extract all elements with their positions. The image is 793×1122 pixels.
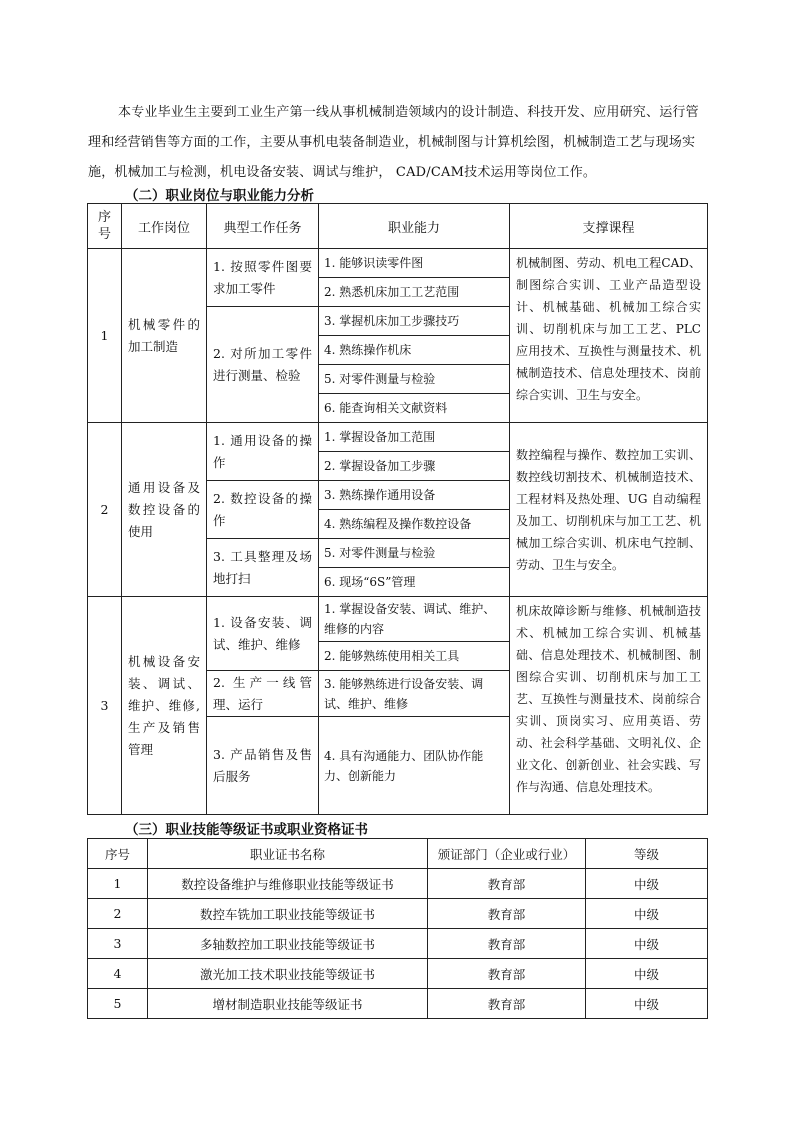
cert-no: 3 <box>88 929 148 959</box>
job-ability-table <box>87 203 708 815</box>
table-row <box>88 929 708 959</box>
ability-item: 3. 能够熟练进行设备安装、调试、维护、维修 <box>319 671 510 717</box>
cert-name: 增材制造职业技能等级证书 <box>148 989 428 1019</box>
table-header-row <box>88 839 708 869</box>
support-courses: 数控编程与操作、数控加工实训、数控线切割技术、机械制造技术、工程材料及热处理、UG 自动编程及加工、切削机床与加工工艺、机械加工综合实训、机床电气控制、劳动、卫生与安全。 <box>510 423 708 597</box>
cert-no: 4 <box>88 959 148 989</box>
ability-item: 2. 掌握设备加工步骤 <box>319 452 510 481</box>
ability-item: 2. 熟悉机床加工工艺范围 <box>319 278 510 307</box>
header-cell: 工作岗位 <box>122 204 207 249</box>
ability-item: 1. 能够识读零件图 <box>319 249 510 278</box>
typical-task: 3. 工具整理及场地打扫 <box>207 539 319 597</box>
cert-level: 中级 <box>586 989 708 1019</box>
cert-name: 数控车铣加工职业技能等级证书 <box>148 899 428 929</box>
ability-item: 1. 掌握设备加工范围 <box>319 423 510 452</box>
work-position: 机械设备安装、调试、维护、维修,生产及销售管理 <box>122 597 207 815</box>
ability-item: 3. 熟练操作通用设备 <box>319 481 510 510</box>
header-cell: 序号 <box>88 839 148 869</box>
ability-item: 3. 掌握机床加工步骤技巧 <box>319 307 510 336</box>
cert-name: 激光加工技术职业技能等级证书 <box>148 959 428 989</box>
ability-item: 5. 对零件测量与检验 <box>319 365 510 394</box>
cert-no: 5 <box>88 989 148 1019</box>
table-row <box>88 597 708 642</box>
table-row <box>88 959 708 989</box>
typical-task: 1. 通用设备的操作 <box>207 423 319 481</box>
table-row <box>88 249 708 278</box>
table-row <box>88 989 708 1019</box>
ability-item: 4. 熟练编程及操作数控设备 <box>319 510 510 539</box>
ability-item: 6. 能查询相关文献资料 <box>319 394 510 423</box>
header-cell: 等级 <box>586 839 708 869</box>
support-courses: 机械制图、劳动、机电工程CAD、制图综合实训、工业产品造型设计、机械基础、机械加工综合实训、切削机床与加工工艺、PLC 应用技术、互换性与测量技术、机械制造技术、信息处理技术、岗前综合实训、卫生与安全。 <box>510 249 708 423</box>
ability-item: 4. 熟练操作机床 <box>319 336 510 365</box>
cert-level: 中级 <box>586 929 708 959</box>
typical-task: 2. 数控设备的操作 <box>207 481 319 539</box>
ability-item: 5. 对零件测量与检验 <box>319 539 510 568</box>
header-cell: 职业能力 <box>319 204 510 249</box>
cert-issuer: 教育部 <box>428 929 586 959</box>
typical-task: 3. 产品销售及售后服务 <box>207 717 319 815</box>
typical-task: 2. 生产一线管理、运行 <box>207 671 319 717</box>
cert-level: 中级 <box>586 869 708 899</box>
header-cell: 颁证部门（企业或行业） <box>428 839 586 869</box>
row-number: 3 <box>88 597 122 815</box>
table-row <box>88 423 708 452</box>
cert-level: 中级 <box>586 899 708 929</box>
typical-task: 1. 设备安装、调试、维护、维修 <box>207 597 319 671</box>
certificate-table <box>87 838 708 1019</box>
intro-paragraph: 本专业毕业生主要到工业生产第一线从事机械制造领域内的设计制造、科技开发、应用研究、运行管理和经营销售等方面的工作，主要从事机电装备制造业，机械制图与计算机绘图，机械制造工艺与现场实施，机械加工与检测，机电设备安装、调试与维护， CAD/CAM技术运用等岗位工作。 <box>88 105 699 180</box>
cert-issuer: 教育部 <box>428 899 586 929</box>
work-position: 通用设备及数控设备的使用 <box>122 423 207 597</box>
cert-level: 中级 <box>586 959 708 989</box>
section-title-job-analysis: （二）职业岗位与职业能力分析 <box>125 188 314 204</box>
ability-item: 2. 能够熟练使用相关工具 <box>319 642 510 671</box>
table-row <box>88 899 708 929</box>
section-title-certificates: （三）职业技能等级证书或职业资格证书 <box>125 822 368 838</box>
cert-issuer: 教育部 <box>428 959 586 989</box>
ability-item: 1. 掌握设备安装、调试、维护、维修的内容 <box>319 597 510 642</box>
header-cell: 序号 <box>88 204 122 249</box>
row-number: 2 <box>88 423 122 597</box>
cert-name: 多轴数控加工职业技能等级证书 <box>148 929 428 959</box>
work-position: 机械零件的加工制造 <box>122 249 207 423</box>
row-number: 1 <box>88 249 122 423</box>
cert-no: 2 <box>88 899 148 929</box>
cert-name: 数控设备维护与维修职业技能等级证书 <box>148 869 428 899</box>
table-header-row <box>88 204 708 249</box>
typical-task: 2. 对所加工零件进行测量、检验 <box>207 307 319 423</box>
header-cell: 职业证书名称 <box>148 839 428 869</box>
support-courses: 机床故障诊断与维修、机械制造技术、机械加工综合实训、机械基础、信息处理技术、机械制图、制图综合实训、切削机床与加工工艺、互换性与测量技术、岗前综合实训、顶岗实习、应用英语、劳动、社会科学基础、文明礼仪、企业文化、创新创业、社会实践、写作与沟通、信息处理技术。 <box>510 597 708 815</box>
ability-item: 6. 现场“6S”管理 <box>319 568 510 597</box>
cert-issuer: 教育部 <box>428 989 586 1019</box>
typical-task: 1. 按照零件图要求加工零件 <box>207 249 319 307</box>
cert-issuer: 教育部 <box>428 869 586 899</box>
ability-item: 4. 具有沟通能力、团队协作能力、创新能力 <box>319 717 510 815</box>
table-row <box>88 869 708 899</box>
cert-no: 1 <box>88 869 148 899</box>
header-cell: 支撑课程 <box>510 204 708 249</box>
header-cell: 典型工作任务 <box>207 204 319 249</box>
